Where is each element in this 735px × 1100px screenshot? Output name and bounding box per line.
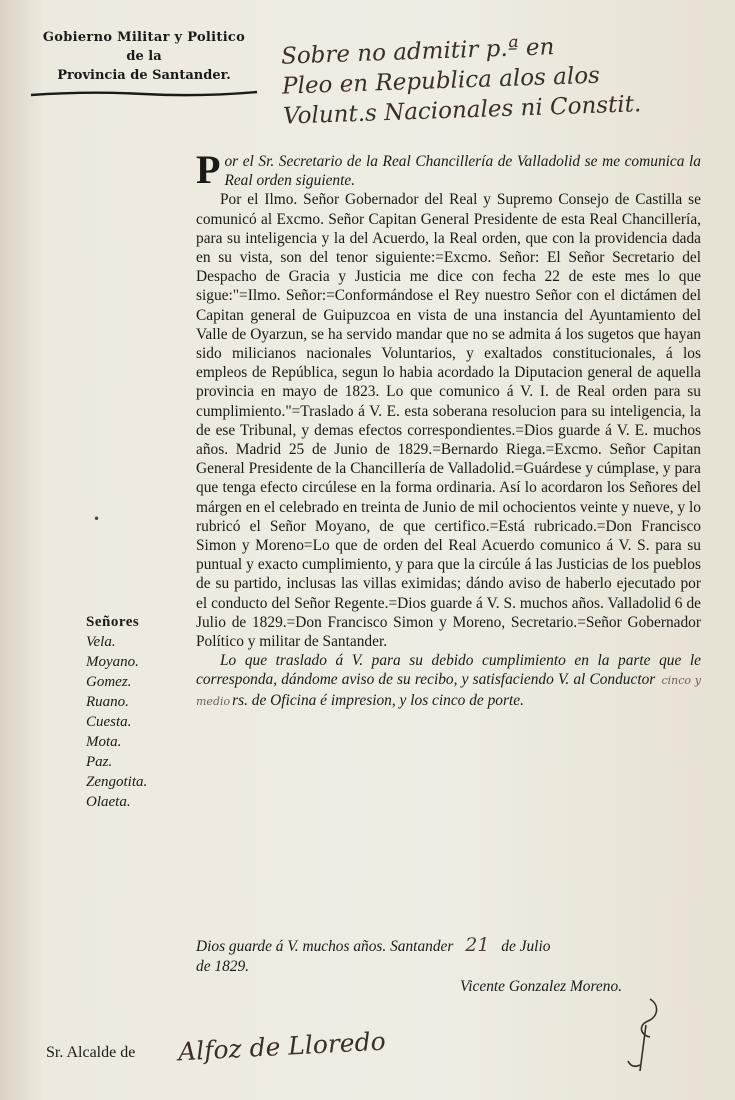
margin-note-line: Pleo en Republica alos alos	[281, 62, 601, 100]
main-text	[196, 147, 701, 711]
date-prefix: Dios guarde á V. muchos años. Santander	[196, 938, 454, 955]
date-year: de 1829.	[196, 958, 250, 975]
senores-list	[86, 612, 186, 812]
senor-name: Gomez.	[86, 674, 132, 690]
address-handwritten: Alfoz de Lloredo	[177, 1026, 387, 1067]
senor-name: Mota.	[86, 734, 122, 750]
intro-paragraph	[196, 147, 701, 192]
closing-text-1: Lo que traslado á V. para su debido cumplimiento en la parte que le corresponda, dándome aviso de su recibo, y satisfaciendo V. al Conductor	[196, 652, 701, 689]
senor-name: Paz.	[86, 754, 113, 770]
drop-cap: P	[196, 147, 221, 192]
letterhead-line1: Gobierno Militar y Politico	[42, 30, 246, 45]
address-label: Sr. Alcalde de	[46, 1044, 136, 1061]
margin-note-line: Volunt.s Nacionales ni Constit.	[282, 91, 642, 130]
senores-heading: Señores	[86, 614, 140, 630]
closing-paragraph	[196, 651, 701, 711]
intro-text: or el Sr. Secretario de la Real Chancillería de Valladolid se me comunica la Real orden siguiente.	[224, 153, 701, 190]
handwritten-day: 21	[465, 934, 490, 956]
signature-name: Vicente Gonzalez Moreno.	[460, 978, 622, 995]
date-suffix: de Julio	[501, 938, 551, 955]
senor-name: Vela.	[86, 634, 116, 650]
rubric-flourish	[610, 995, 680, 1075]
closing-text-2: rs. de Oficina é impresion, y los cinco de porte.	[232, 691, 524, 709]
senor-name: Cuesta.	[86, 714, 132, 730]
handwritten-margin-note	[281, 26, 724, 131]
senor-name: Ruano.	[86, 694, 129, 710]
letterhead-line3: Provincia de Santander.	[57, 68, 231, 83]
senor-name: Moyano.	[86, 654, 139, 670]
conductor-handwritten-amount: cinco y medio	[196, 674, 701, 708]
ink-mark: •	[93, 512, 101, 526]
letterhead	[24, 30, 264, 103]
senor-name: Zengotita.	[86, 774, 148, 790]
body-paragraph: Por el Ilmo. Señor Gobernador del Real y Supremo Consejo de Castilla se comunicó al Excmo. Señor Capitan General Presidente de esta Real Chancillería, para su inteligencia y la del Acuerdo, la Real orden, que con la providencia dada en su vista, son del tenor siguiente:=Excmo. Señor: El Señor Secretario del Despacho de Gracia y Justicia me dice con fecha 22 de este mes lo que sigue:"=Ilmo. Señor:=Conformándose el Rey nuestro Señor con el dictámen del Capitan general de Guipuzcoa en vista de una instancia del Ayuntamiento del Valle de Oyarzun, se ha servido mandar que no se admita á los sugetos que hayan sido milicianos nacionales Voluntarios, y exaltados constitucionales, á los empleos de República, segun lo habia acordado la Diputacion general de aquella provincia en mayo de 1823. Lo que comunico á V. I. de Real orden para su cumplimiento."=Traslado á V. E. esta soberana resolucion para su inteligencia, la de ese Tribunal, y demas efectos correspondientes.=Dios guarde á V. E. muchos años. Madrid 25 de Junio de 1829.=Bernardo Riega.=Excmo. Señor Capitan General Presidente de la Chancillería de Valladolid.=Guárdese y cúmplase, y para que tenga efecto circúlese en la forma ordinaria. Así lo acordaron los Señores del márgen en el celebrado en treinta de Junio de mil ochocientos veinte y nueve, y lo rubricó el Señor Moyano, de que certifico.=Está rubricado.=Don Francisco Simon y Moreno=Lo que de orden del Real Acuerdo comunico á V. S. para su puntual y exacto cumplimiento, y para que la circúle á las Justicias de los pueblos de su partido, inclusas las villas eximidas; dándo aviso de haberlo ejecutado por el conducto del Señor Regente.=Dios guarde á V. S. muchos años. Valladolid 6 de Julio de 1829.=Don Francisco Simon y Moreno, Secretario.=Señor Gobernador Político y militar de Santander.	[196, 191, 701, 651]
senor-name: Olaeta.	[86, 794, 131, 810]
date-line	[196, 935, 701, 977]
letterhead-flourish	[29, 89, 259, 99]
letterhead-line2: de la	[126, 49, 162, 64]
margin-note-line: Sobre no admitir p.ª en	[280, 34, 555, 70]
